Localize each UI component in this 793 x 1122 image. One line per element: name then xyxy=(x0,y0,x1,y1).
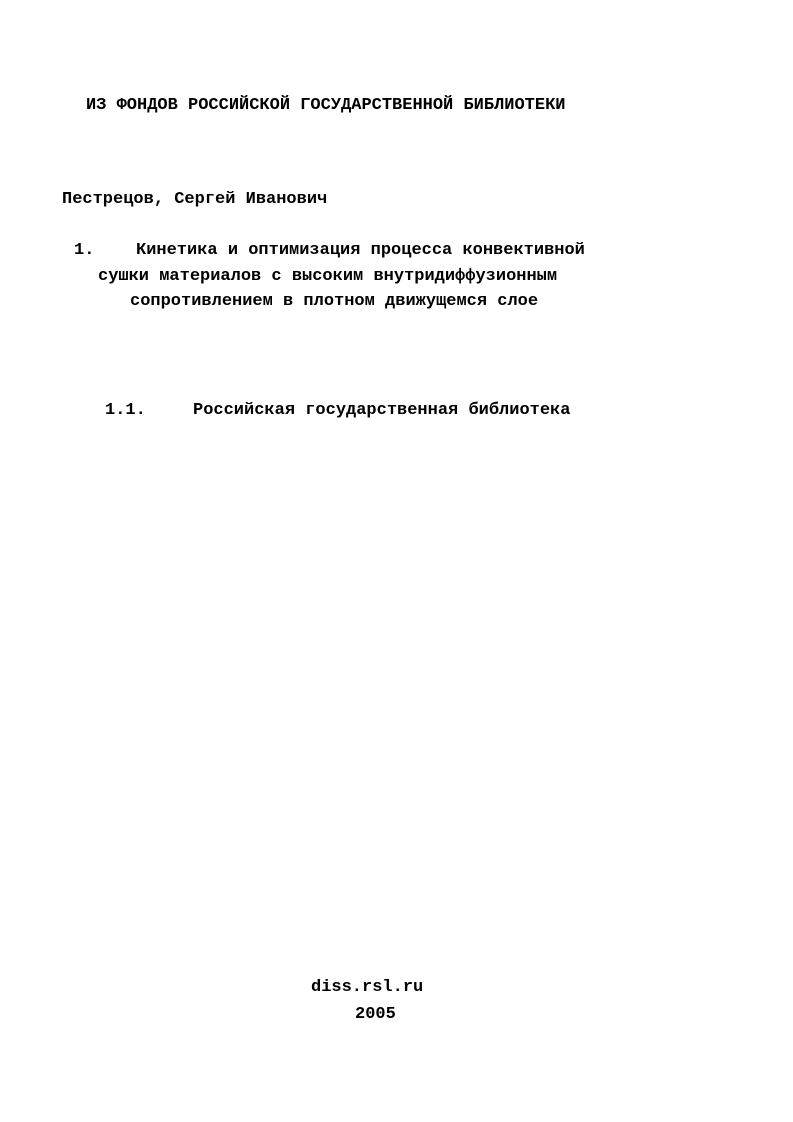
subitem-number: 1.1. xyxy=(105,401,146,420)
library-header: ИЗ ФОНДОВ РОССИЙСКОЙ ГОСУДАРСТВЕННОЙ БИБЛИОТЕКИ xyxy=(86,96,566,115)
item-number: 1. xyxy=(74,241,95,260)
title-line-3: сопротивлением в плотном движущемся слое xyxy=(130,292,539,311)
author-name: Пестрецов, Сергей Иванович xyxy=(62,190,328,209)
title-line-2: сушки материалов с высоким внутридиффузионным xyxy=(98,267,558,286)
subitem-text: Российская государственная библиотека xyxy=(193,401,571,420)
publication-year: 2005 xyxy=(355,1005,396,1024)
title-line-1: Кинетика и оптимизация процесса конвективной xyxy=(136,241,585,260)
site-url: diss.rsl.ru xyxy=(311,978,424,997)
